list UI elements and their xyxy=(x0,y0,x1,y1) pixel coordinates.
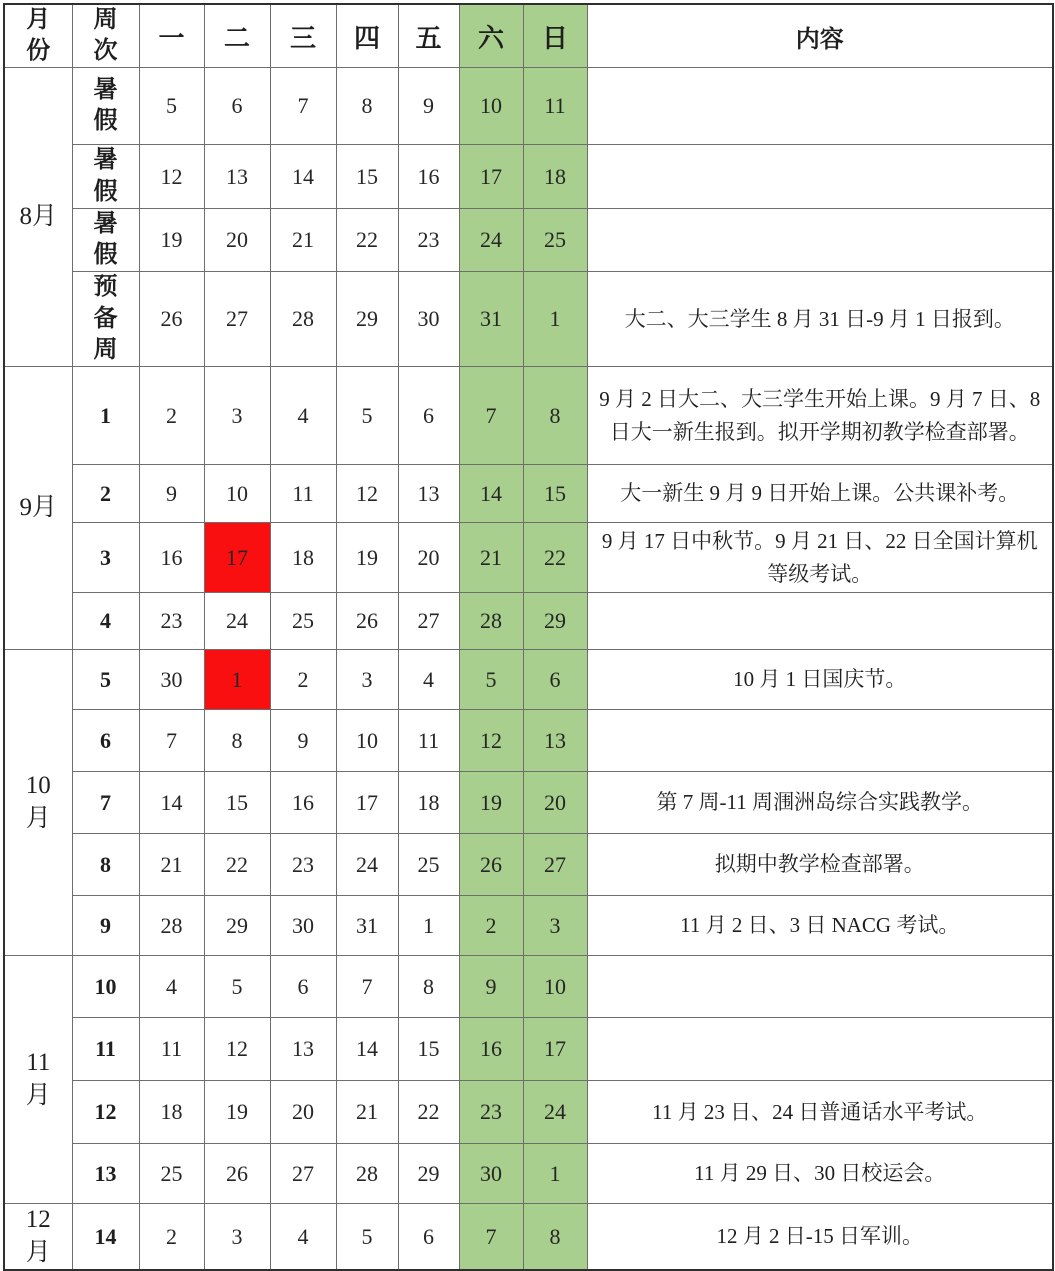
day-cell: 10 xyxy=(204,465,270,523)
content-cell xyxy=(587,208,1053,271)
day-column-header-4: 四 xyxy=(336,4,398,68)
day-cell: 5 xyxy=(336,367,398,465)
month-cell xyxy=(4,956,72,1204)
day-cell: 14 xyxy=(336,1018,398,1081)
day-cell: 9 xyxy=(459,956,523,1018)
calendar-row xyxy=(4,896,1053,956)
day-cell: 12 xyxy=(204,1018,270,1081)
day-cell: 18 xyxy=(398,772,459,834)
day-cell: 26 xyxy=(204,1144,270,1204)
day-cell: 10 xyxy=(523,956,587,1018)
content-cell: 11 月 23 日、24 日普通话水平考试。 xyxy=(587,1081,1053,1144)
day-cell: 15 xyxy=(523,465,587,523)
calendar-body xyxy=(4,68,1053,1270)
day-cell: 17 xyxy=(336,772,398,834)
day-cell: 20 xyxy=(523,772,587,834)
day-cell: 29 xyxy=(336,272,398,367)
day-cell: 20 xyxy=(270,1081,336,1144)
day-cell: 6 xyxy=(204,68,270,145)
day-cell: 27 xyxy=(270,1144,336,1204)
week-label: 暑假 xyxy=(93,147,118,205)
day-cell: 29 xyxy=(523,593,587,650)
week-cell: 1 xyxy=(72,367,139,465)
day-cell: 25 xyxy=(270,593,336,650)
day-cell: 8 xyxy=(523,367,587,465)
day-cell: 15 xyxy=(204,772,270,834)
month-label: 12月 xyxy=(25,1206,51,1266)
day-cell: 4 xyxy=(270,367,336,465)
day-cell: 16 xyxy=(270,772,336,834)
month-label: 9月 xyxy=(19,493,57,521)
day-cell: 29 xyxy=(398,1144,459,1204)
day-cell: 2 xyxy=(139,367,204,465)
day-cell: 28 xyxy=(139,896,204,956)
week-cell: 13 xyxy=(72,1144,139,1204)
week-cell: 3 xyxy=(72,523,139,593)
day-cell: 22 xyxy=(204,834,270,896)
month-column-header-label: 月份 xyxy=(26,7,51,65)
day-cell: 3 xyxy=(204,367,270,465)
day-cell: 22 xyxy=(336,208,398,271)
calendar-row xyxy=(4,1144,1053,1204)
day-cell: 25 xyxy=(398,834,459,896)
calendar-row xyxy=(4,956,1053,1018)
day-cell: 8 xyxy=(523,1204,587,1271)
day-column-header-1: 一 xyxy=(139,4,204,68)
week-cell xyxy=(72,272,139,367)
week-label: 暑假 xyxy=(93,210,118,268)
day-cell: 7 xyxy=(139,710,204,772)
calendar-row xyxy=(4,650,1053,710)
calendar-row xyxy=(4,1081,1053,1144)
day-cell: 4 xyxy=(398,650,459,710)
day-cell: 25 xyxy=(523,208,587,271)
day-column-header-6: 六 xyxy=(459,4,523,68)
day-cell: 3 xyxy=(523,896,587,956)
day-cell: 30 xyxy=(139,650,204,710)
day-cell: 28 xyxy=(270,272,336,367)
day-cell: 21 xyxy=(270,208,336,271)
day-cell: 9 xyxy=(139,465,204,523)
day-cell: 11 xyxy=(523,68,587,145)
day-cell: 6 xyxy=(398,367,459,465)
day-cell: 25 xyxy=(139,1144,204,1204)
day-cell: 10 xyxy=(459,68,523,145)
calendar-row xyxy=(4,272,1053,367)
week-cell xyxy=(72,208,139,271)
day-cell: 9 xyxy=(398,68,459,145)
day-cell: 8 xyxy=(336,68,398,145)
content-cell: 10 月 1 日国庆节。 xyxy=(587,650,1053,710)
day-cell: 7 xyxy=(459,367,523,465)
week-cell xyxy=(72,145,139,208)
week-cell: 14 xyxy=(72,1204,139,1271)
day-cell: 1 xyxy=(398,896,459,956)
day-cell: 6 xyxy=(270,956,336,1018)
calendar-row xyxy=(4,367,1053,465)
month-column-header xyxy=(4,4,72,68)
day-cell: 22 xyxy=(523,523,587,593)
day-cell: 8 xyxy=(204,710,270,772)
calendar-row xyxy=(4,208,1053,271)
calendar-row xyxy=(4,772,1053,834)
day-cell: 4 xyxy=(139,956,204,1018)
day-cell: 27 xyxy=(204,272,270,367)
day-cell: 16 xyxy=(459,1018,523,1081)
day-cell: 24 xyxy=(336,834,398,896)
day-cell: 17 xyxy=(459,145,523,208)
day-cell: 10 xyxy=(336,710,398,772)
day-cell: 15 xyxy=(398,1018,459,1081)
content-cell: 第 7 周-11 周涠洲岛综合实践教学。 xyxy=(587,772,1053,834)
day-cell: 3 xyxy=(204,1204,270,1271)
day-cell: 31 xyxy=(459,272,523,367)
day-cell: 21 xyxy=(139,834,204,896)
month-label: 10月 xyxy=(25,772,51,832)
day-cell: 20 xyxy=(204,208,270,271)
week-label: 暑假 xyxy=(93,77,118,135)
calendar-row xyxy=(4,834,1053,896)
day-cell: 28 xyxy=(336,1144,398,1204)
day-cell: 17 xyxy=(204,523,270,593)
day-cell: 24 xyxy=(204,593,270,650)
day-cell: 7 xyxy=(270,68,336,145)
day-cell: 24 xyxy=(523,1081,587,1144)
content-cell: 9 月 2 日大二、大三学生开始上课。9 月 7 日、8 日大一新生报到。拟开学期初教学检查部署。 xyxy=(587,367,1053,465)
day-cell: 12 xyxy=(459,710,523,772)
content-cell: 11 月 29 日、30 日校运会。 xyxy=(587,1144,1053,1204)
day-cell: 31 xyxy=(336,896,398,956)
day-cell: 1 xyxy=(523,272,587,367)
month-cell xyxy=(4,1204,72,1271)
week-cell: 8 xyxy=(72,834,139,896)
day-cell: 23 xyxy=(139,593,204,650)
day-cell: 2 xyxy=(270,650,336,710)
day-cell: 26 xyxy=(139,272,204,367)
week-column-header xyxy=(72,4,139,68)
week-cell: 10 xyxy=(72,956,139,1018)
week-cell: 5 xyxy=(72,650,139,710)
month-cell xyxy=(4,68,72,367)
day-cell: 18 xyxy=(139,1081,204,1144)
week-label: 预备周 xyxy=(93,274,118,363)
day-cell: 7 xyxy=(459,1204,523,1271)
content-cell: 大二、大三学生 8 月 31 日-9 月 1 日报到。 xyxy=(587,272,1053,367)
day-cell: 16 xyxy=(398,145,459,208)
day-cell: 30 xyxy=(270,896,336,956)
day-cell: 5 xyxy=(204,956,270,1018)
day-cell: 13 xyxy=(523,710,587,772)
day-cell: 18 xyxy=(523,145,587,208)
day-cell: 27 xyxy=(398,593,459,650)
day-cell: 12 xyxy=(139,145,204,208)
day-cell: 29 xyxy=(204,896,270,956)
day-cell: 13 xyxy=(398,465,459,523)
content-cell xyxy=(587,68,1053,145)
calendar-row xyxy=(4,465,1053,523)
day-cell: 21 xyxy=(459,523,523,593)
day-cell: 18 xyxy=(270,523,336,593)
day-cell: 12 xyxy=(336,465,398,523)
week-cell: 7 xyxy=(72,772,139,834)
calendar-row xyxy=(4,710,1053,772)
week-cell xyxy=(72,68,139,145)
week-cell: 11 xyxy=(72,1018,139,1081)
day-cell: 1 xyxy=(204,650,270,710)
day-cell: 5 xyxy=(336,1204,398,1271)
day-cell: 11 xyxy=(398,710,459,772)
week-cell: 4 xyxy=(72,593,139,650)
day-column-header-7: 日 xyxy=(523,4,587,68)
month-cell xyxy=(4,650,72,956)
content-cell: 11 月 2 日、3 日 NACG 考试。 xyxy=(587,896,1053,956)
day-cell: 19 xyxy=(204,1081,270,1144)
day-cell: 27 xyxy=(523,834,587,896)
calendar-header-row xyxy=(4,4,1053,68)
day-cell: 7 xyxy=(336,956,398,1018)
day-cell: 26 xyxy=(459,834,523,896)
academic-calendar-table xyxy=(3,3,1054,1271)
content-column-header: 内容 xyxy=(587,4,1053,68)
day-cell: 30 xyxy=(459,1144,523,1204)
week-cell: 12 xyxy=(72,1081,139,1144)
day-cell: 11 xyxy=(270,465,336,523)
content-cell xyxy=(587,593,1053,650)
day-cell: 19 xyxy=(336,523,398,593)
calendar-row xyxy=(4,1204,1053,1271)
content-cell xyxy=(587,956,1053,1018)
day-cell: 8 xyxy=(398,956,459,1018)
day-cell: 19 xyxy=(459,772,523,834)
content-cell: 大一新生 9 月 9 日开始上课。公共课补考。 xyxy=(587,465,1053,523)
calendar-row xyxy=(4,145,1053,208)
day-cell: 30 xyxy=(398,272,459,367)
day-cell: 13 xyxy=(204,145,270,208)
content-cell xyxy=(587,145,1053,208)
content-cell: 12 月 2 日-15 日军训。 xyxy=(587,1204,1053,1271)
day-cell: 23 xyxy=(398,208,459,271)
day-column-header-3: 三 xyxy=(270,4,336,68)
day-cell: 19 xyxy=(139,208,204,271)
month-cell xyxy=(4,367,72,650)
day-cell: 26 xyxy=(336,593,398,650)
day-cell: 14 xyxy=(270,145,336,208)
day-cell: 16 xyxy=(139,523,204,593)
calendar-row xyxy=(4,523,1053,593)
day-cell: 23 xyxy=(459,1081,523,1144)
calendar-row xyxy=(4,68,1053,145)
day-cell: 17 xyxy=(523,1018,587,1081)
day-column-header-2: 二 xyxy=(204,4,270,68)
content-cell xyxy=(587,710,1053,772)
week-cell: 2 xyxy=(72,465,139,523)
calendar-row xyxy=(4,593,1053,650)
day-cell: 28 xyxy=(459,593,523,650)
month-label: 8月 xyxy=(19,203,57,230)
day-cell: 11 xyxy=(139,1018,204,1081)
day-cell: 23 xyxy=(270,834,336,896)
day-cell: 24 xyxy=(459,208,523,271)
day-cell: 6 xyxy=(398,1204,459,1271)
day-cell: 22 xyxy=(398,1081,459,1144)
day-cell: 13 xyxy=(270,1018,336,1081)
week-cell: 9 xyxy=(72,896,139,956)
calendar-row xyxy=(4,1018,1053,1081)
day-cell: 21 xyxy=(336,1081,398,1144)
day-column-header-5: 五 xyxy=(398,4,459,68)
day-cell: 20 xyxy=(398,523,459,593)
day-cell: 14 xyxy=(459,465,523,523)
content-cell: 9 月 17 日中秋节。9 月 21 日、22 日全国计算机等级考试。 xyxy=(587,523,1053,593)
day-cell: 2 xyxy=(139,1204,204,1271)
day-cell: 5 xyxy=(139,68,204,145)
day-cell: 3 xyxy=(336,650,398,710)
week-column-header-label: 周次 xyxy=(93,7,118,65)
day-cell: 14 xyxy=(139,772,204,834)
day-cell: 1 xyxy=(523,1144,587,1204)
day-cell: 15 xyxy=(336,145,398,208)
week-cell: 6 xyxy=(72,710,139,772)
content-cell: 拟期中教学检查部署。 xyxy=(587,834,1053,896)
content-cell xyxy=(587,1018,1053,1081)
day-cell: 2 xyxy=(459,896,523,956)
month-label: 11月 xyxy=(25,1049,51,1109)
day-cell: 6 xyxy=(523,650,587,710)
day-cell: 5 xyxy=(459,650,523,710)
day-cell: 4 xyxy=(270,1204,336,1271)
day-cell: 9 xyxy=(270,710,336,772)
